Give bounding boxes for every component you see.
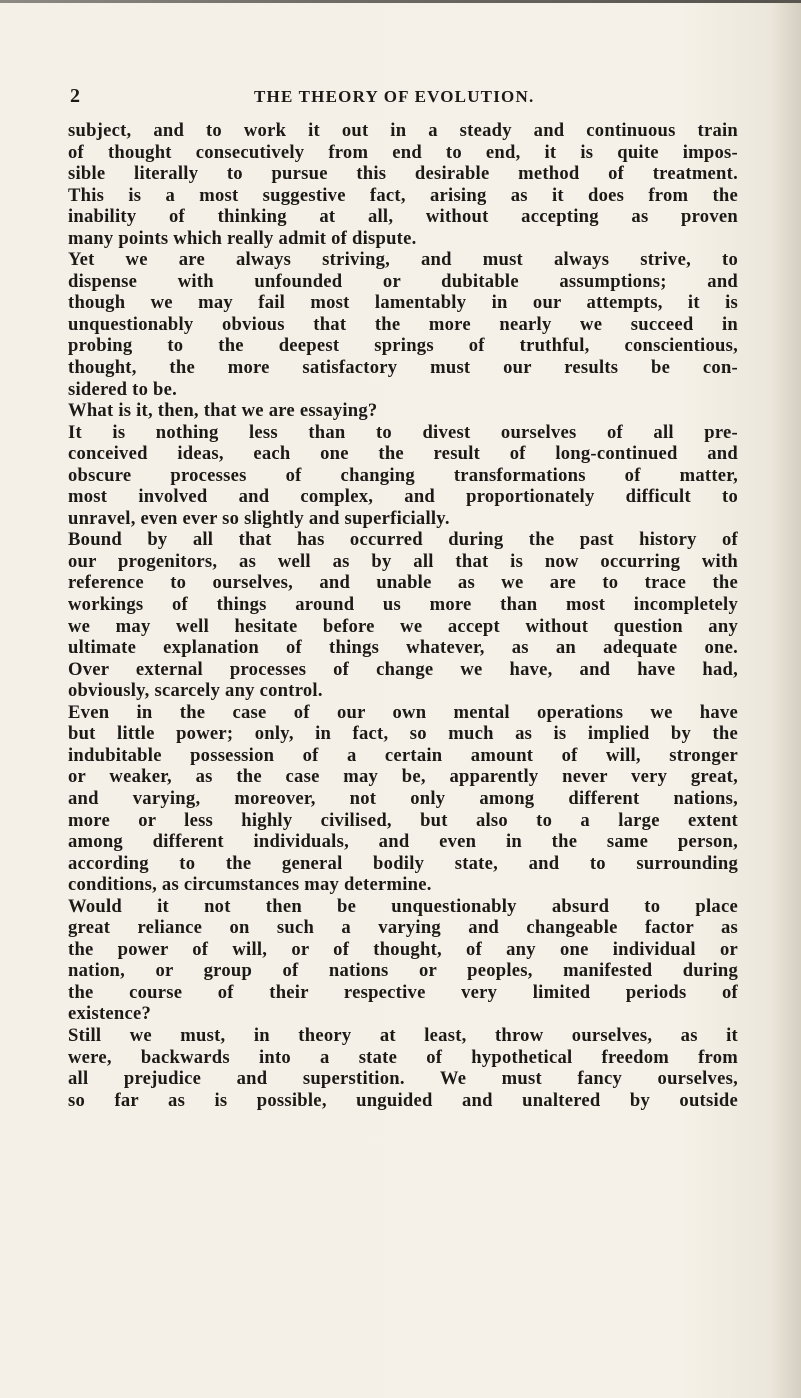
text-line: Even in the case of our own mental operations we have [68, 701, 738, 723]
text-line: more or less highly civilised, but also to a large extent [68, 809, 738, 831]
text-line: thought, the more satisfactory must our results be con- [68, 357, 738, 379]
text-line: all prejudice and superstition. We must fancy ourselves, [68, 1068, 738, 1090]
text-line: reference to ourselves, and unable as we are to trace the [68, 572, 738, 594]
text-line: of thought consecutively from end to end, it is quite impos- [68, 141, 738, 163]
text-line: so far as is possible, unguided and unaltered by outside [68, 1089, 738, 1111]
text-line: What is it, then, that we are essaying? [68, 400, 378, 422]
text-line: nation, or group of nations or peoples, manifested during [68, 960, 738, 982]
text-line: were, backwards into a state of hypothetical freedom from [68, 1046, 738, 1068]
text-line: conceived ideas, each one the result of long-continued and [68, 443, 738, 465]
body-text [68, 120, 738, 1111]
text-line: subject, and to work it out in a steady and continuous train [68, 120, 738, 141]
text-line: or weaker, as the case may be, apparently never very great, [68, 766, 738, 788]
text-line: many points which really admit of dispute. [68, 227, 417, 249]
text-line: unquestionably obvious that the more nearly we succeed in [68, 313, 738, 335]
text-line: most involved and complex, and proportionately difficult to [68, 486, 738, 508]
text-line: Would it not then be unquestionably absurd to place [68, 895, 738, 917]
text-line: we may well hesitate before we accept without question any [68, 615, 738, 637]
text-line: unravel, even ever so slightly and superficially. [68, 507, 450, 529]
text-line: ultimate explanation of things whatever, as an adequate one. [68, 637, 738, 659]
text-line: existence? [68, 1003, 152, 1025]
text-line: conditions, as circumstances may determine. [68, 874, 432, 896]
text-line: the power of will, or of thought, of any one individual or [68, 938, 738, 960]
page-edge-shadow [771, 0, 801, 1398]
page-top-edge [0, 0, 801, 3]
text-line: though we may fail most lamentably in our attempts, it is [68, 292, 738, 314]
running-head: THE THEORY OF EVOLUTION. [254, 87, 535, 106]
text-line: sible literally to pursue this desirable method of treatment. [68, 163, 738, 185]
text-line: It is nothing less than to divest ourselves of all pre- [68, 421, 738, 443]
text-line: our progenitors, as well as by all that is now occurring with [68, 550, 738, 572]
text-line: sidered to be. [68, 378, 178, 400]
page-number: 2 [70, 85, 80, 107]
text-line: This is a most suggestive fact, arising as it does from the [68, 184, 738, 206]
text-line: obscure processes of changing transformations of matter, [68, 464, 738, 486]
text-line: probing to the deepest springs of truthful, conscientious, [68, 335, 738, 357]
text-line: great reliance on such a varying and changeable factor as [68, 917, 738, 939]
text-line: Bound by all that has occurred during the past history of [68, 529, 738, 551]
text-line: the course of their respective very limited periods of [68, 981, 738, 1003]
text-line: but little power; only, in fact, so much as is implied by the [68, 723, 738, 745]
text-line: workings of things around us more than most incompletely [68, 594, 738, 616]
text-line: obviously, scarcely any control. [68, 680, 323, 702]
text-line: indubitable possession of a certain amount of will, stronger [68, 744, 738, 766]
text-line: Still we must, in theory at least, throw ourselves, as it [68, 1024, 738, 1046]
text-line: and varying, moreover, not only among different nations, [68, 787, 738, 809]
text-line: inability of thinking at all, without accepting as proven [68, 206, 738, 228]
text-line: dispense with unfounded or dubitable assumptions; and [68, 270, 738, 292]
text-line: according to the general bodily state, and to surrounding [68, 852, 738, 874]
text-line: Yet we are always striving, and must always strive, to [68, 249, 738, 271]
text-line: among different individuals, and even in the same person, [68, 831, 738, 853]
text-line: Over external processes of change we have, and have had, [68, 658, 738, 680]
